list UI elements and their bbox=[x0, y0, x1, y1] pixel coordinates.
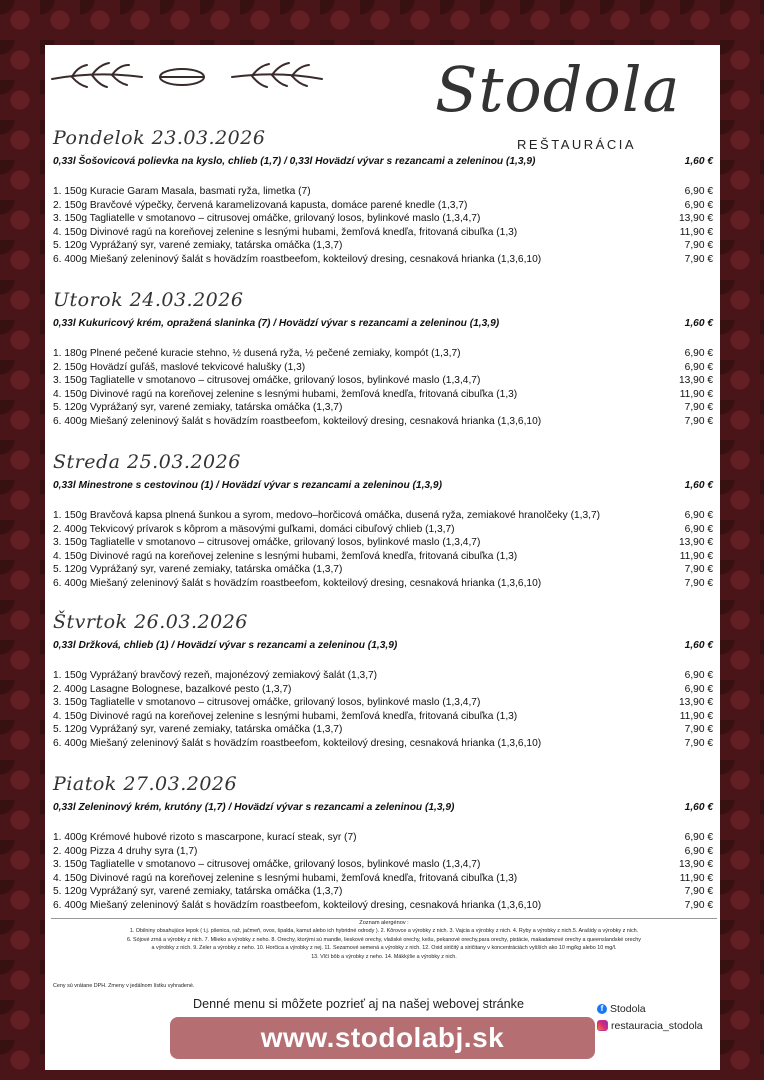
item-price: 6,90 € bbox=[684, 348, 713, 359]
item-name: 4. 150g Divinové ragú na koreňovej zelenine s lesnými hubami, žemľová knedľa, fritovaná cibuľka (1,3) bbox=[53, 388, 518, 400]
item-price: 7,90 € bbox=[684, 899, 713, 911]
website-link[interactable]: www.stodolabj.sk bbox=[170, 1017, 595, 1059]
menu-item bbox=[53, 401, 713, 415]
logo-script: Stodola bbox=[435, 53, 681, 126]
item-name: 1. 180g Plnené pečené kuracie stehno, ½ dusená ryža, ½ pečené zemiaky, kompót (1,3,7) bbox=[53, 348, 461, 359]
menu-sheet bbox=[45, 45, 720, 1070]
item-price: 7,90 € bbox=[684, 240, 713, 252]
item-price: 6,90 € bbox=[684, 683, 713, 695]
item-name: 4. 150g Divinové ragú na koreňovej zelenine s lesnými hubami, žemľová knedľa, fritovaná cibuľka (1,3) bbox=[53, 710, 518, 722]
menu-item bbox=[53, 872, 713, 886]
item-price: 11,90 € bbox=[679, 388, 713, 400]
menu-item bbox=[53, 737, 713, 751]
soup-row bbox=[53, 801, 713, 815]
menu-item bbox=[53, 239, 713, 253]
menu-item bbox=[53, 212, 713, 226]
vat-note: Ceny sú vrátane DPH. Zmeny v jedálnom lístku vyhradené. bbox=[53, 983, 195, 989]
item-name: 5. 120g Vyprážaný syr, varené zemiaky, tatárska omáčka (1,3,7) bbox=[53, 886, 343, 898]
menu-item bbox=[53, 683, 713, 697]
menu-item bbox=[53, 536, 713, 550]
item-price: 6,90 € bbox=[684, 199, 713, 211]
day-block-tuesday bbox=[53, 285, 713, 429]
soup-text: 0,33l Zeleninový krém, krutóny (1,7) / Hovädzí vývar s rezancami a zeleninou (1,3,9) bbox=[53, 802, 455, 813]
allergen-line: 13. Vlčí bôb a výrobky z neho. 14. Mäkkýše a výrobky z nich. bbox=[311, 953, 457, 960]
soup-row bbox=[53, 639, 713, 653]
item-price: 7,90 € bbox=[684, 415, 713, 427]
item-name: 2. 150g Bravčové výpečky, červená karamelizovaná kapusta, domáce parené knedle (1,3,7) bbox=[53, 199, 468, 211]
soup-price: 1,60 € bbox=[684, 640, 713, 651]
item-price: 6,90 € bbox=[684, 186, 713, 197]
day-block-monday bbox=[53, 123, 713, 267]
facebook-link[interactable] bbox=[597, 1000, 703, 1017]
item-name: 3. 150g Tagliatelle v smotanovo – citrusovej omáčke, grilovaný losos, bylinkové maslo (1,3,4,7) bbox=[53, 213, 481, 225]
menu-item bbox=[53, 577, 713, 591]
instagram-label: restauracia_stodola bbox=[611, 1019, 703, 1032]
menu-item bbox=[53, 899, 713, 913]
item-price: 7,90 € bbox=[684, 253, 713, 265]
facebook-label: Stodola bbox=[610, 1002, 646, 1015]
item-price: 6,90 € bbox=[684, 670, 713, 681]
menu-item bbox=[53, 374, 713, 388]
allergen-line: 1. Obilniny obsahujúce lepok ( t.j. pšenica, raž, jačmeň, ovos, špalda, kamut alebo ich hybridné odrody ). 2. Kôrovce a výrobky z nich. 3. Vajcia a výrobky z nich. 4. Ryby a výrobky z nich.5. Arašidy a výrobky z nich. bbox=[129, 928, 639, 935]
item-name: 5. 120g Vyprážaný syr, varené zemiaky, tatárska omáčka (1,3,7) bbox=[53, 402, 343, 414]
item-name: 2. 150g Hovädzí guľáš, maslové tekvicové halušky (1,3) bbox=[53, 361, 306, 373]
menu-item bbox=[53, 710, 713, 724]
item-name: 6. 400g Miešaný zeleninový šalát s hovädzím roastbeefom, kokteilový dresing, cesnaková hrianka (1,3,6,10) bbox=[53, 253, 542, 265]
soup-text: 0,33l Šošovicová polievka na kyslo, chlieb (1,7) / 0,33l Hovädzí vývar s rezancami a zeleninou (1,3,9) bbox=[53, 156, 536, 167]
item-price: 7,90 € bbox=[684, 737, 713, 749]
menu-item bbox=[53, 550, 713, 564]
social-links bbox=[597, 1000, 703, 1034]
logo-subtitle: REŠTAURÁCIA bbox=[517, 137, 636, 152]
item-price: 13,90 € bbox=[679, 375, 713, 387]
item-price: 7,90 € bbox=[684, 402, 713, 414]
menu-item bbox=[53, 253, 713, 267]
day-block-wednesday bbox=[53, 447, 713, 591]
item-name: 3. 150g Tagliatelle v smotanovo – citrusovej omáčke, grilovaný losos, bylinkové maslo (1,3,4,7) bbox=[53, 375, 481, 387]
item-name: 6. 400g Miešaný zeleninový šalát s hovädzím roastbeefom, kokteilový dresing, cesnaková hrianka (1,3,6,10) bbox=[53, 577, 542, 589]
soup-row bbox=[53, 317, 713, 331]
menu-item bbox=[53, 185, 713, 199]
item-name: 2. 400g Lasagne Bolognese, bazalkové pesto (1,3,7) bbox=[53, 683, 292, 695]
menu-item bbox=[53, 845, 713, 859]
menu-item bbox=[53, 669, 713, 683]
item-name: 5. 120g Vyprážaný syr, varené zemiaky, tatárska omáčka (1,3,7) bbox=[53, 240, 343, 252]
item-price: 13,90 € bbox=[679, 697, 713, 709]
item-price: 11,90 € bbox=[679, 872, 713, 884]
instagram-link[interactable] bbox=[597, 1017, 703, 1034]
allergen-list bbox=[51, 918, 717, 961]
menu-item bbox=[53, 226, 713, 240]
soup-text: 0,33l Minestrone s cestovinou (1) / Hovädzí vývar s rezancami a zeleninou (1,3,9) bbox=[53, 480, 442, 491]
soup-price: 1,60 € bbox=[684, 156, 713, 167]
day-title: Štvrtok 26.03.2026 bbox=[53, 611, 248, 633]
item-price: 6,90 € bbox=[684, 510, 713, 521]
soup-price: 1,60 € bbox=[684, 480, 713, 491]
item-price: 11,90 € bbox=[679, 226, 713, 238]
item-price: 6,90 € bbox=[684, 845, 713, 857]
day-block-thursday bbox=[53, 607, 713, 751]
menu-item bbox=[53, 509, 713, 523]
item-name: 5. 120g Vyprážaný syr, varené zemiaky, tatárska omáčka (1,3,7) bbox=[53, 564, 343, 576]
item-name: 1. 150g Bravčová kapsa plnená šunkou a syrom, medovo–horčicová omáčka, dusená ryža, zemiakové hranolčeky (1,3,7) bbox=[53, 510, 601, 521]
soup-row bbox=[53, 155, 713, 169]
day-title: Utorok 24.03.2026 bbox=[53, 289, 244, 311]
item-name: 4. 150g Divinové ragú na koreňovej zelenine s lesnými hubami, žemľová knedľa, fritovaná cibuľka (1,3) bbox=[53, 550, 518, 562]
item-price: 13,90 € bbox=[679, 859, 713, 871]
menu-item bbox=[53, 361, 713, 375]
item-price: 7,90 € bbox=[684, 886, 713, 898]
item-name: 1. 150g Vyprážaný bravčový rezeň, majonézový zemiakový šalát (1,3,7) bbox=[53, 670, 378, 681]
web-note: Denné menu si môžete pozrieť aj na našej webovej stránke bbox=[193, 997, 524, 1011]
day-title: Streda 25.03.2026 bbox=[53, 451, 241, 473]
item-price: 7,90 € bbox=[684, 564, 713, 576]
instagram-icon bbox=[597, 1020, 608, 1031]
menu-item bbox=[53, 696, 713, 710]
soup-price: 1,60 € bbox=[684, 802, 713, 813]
item-price: 7,90 € bbox=[684, 724, 713, 736]
soup-price: 1,60 € bbox=[684, 318, 713, 329]
item-name: 1. 150g Kuracie Garam Masala, basmati ryža, limetka (7) bbox=[53, 186, 311, 197]
menu-item bbox=[53, 723, 713, 737]
item-name: 1. 400g Krémové hubové rizoto s mascarpone, kurací steak, syr (7) bbox=[53, 832, 357, 843]
item-price: 6,90 € bbox=[684, 523, 713, 535]
item-price: 11,90 € bbox=[679, 710, 713, 722]
item-price: 13,90 € bbox=[679, 537, 713, 549]
facebook-icon: f bbox=[597, 1004, 607, 1014]
item-name: 4. 150g Divinové ragú na koreňovej zelenine s lesnými hubami, žemľová knedľa, fritovaná cibuľka (1,3) bbox=[53, 872, 518, 884]
item-price: 7,90 € bbox=[684, 577, 713, 589]
day-block-friday bbox=[53, 769, 713, 913]
menu-item bbox=[53, 885, 713, 899]
allergen-line: a výrobky z nich. 9. Zeler a výrobky z neho. 10. Horčica a výrobky z nej. 11. Sezamové semená a výrobky z nich. 12. Oxid siričitý a siričitany v koncentráciách vyšších ako 10 mg/kg alebo 10 mg/l. bbox=[151, 945, 617, 952]
item-name: 2. 400g Pizza 4 druhy syra (1,7) bbox=[53, 845, 198, 857]
item-price: 11,90 € bbox=[679, 550, 713, 562]
item-name: 6. 400g Miešaný zeleninový šalát s hovädzím roastbeefom, kokteilový dresing, cesnaková hrianka (1,3,6,10) bbox=[53, 899, 542, 911]
day-title: Pondelok 23.03.2026 bbox=[53, 127, 266, 149]
item-name: 2. 400g Tekvicový prívarok s kôprom a mäsovými guľkami, domáci cibuľový chlieb (1,3,7) bbox=[53, 523, 455, 535]
item-price: 13,90 € bbox=[679, 213, 713, 225]
menu-item bbox=[53, 563, 713, 577]
leaf-ornament-icon bbox=[47, 57, 327, 97]
item-name: 3. 150g Tagliatelle v smotanovo – citrusovej omáčke, grilovaný losos, bylinkové maslo (1,3,4,7) bbox=[53, 859, 481, 871]
item-price: 6,90 € bbox=[684, 832, 713, 843]
day-title: Piatok 27.03.2026 bbox=[53, 773, 238, 795]
item-name: 4. 150g Divinové ragú na koreňovej zelenine s lesnými hubami, žemľová knedľa, fritovaná cibuľka (1,3) bbox=[53, 226, 518, 238]
menu-item bbox=[53, 388, 713, 402]
allergen-title: Zoznam alergénov : bbox=[359, 920, 409, 926]
item-name: 6. 400g Miešaný zeleninový šalát s hovädzím roastbeefom, kokteilový dresing, cesnaková hrianka (1,3,6,10) bbox=[53, 737, 542, 749]
allergen-line: 6. Sójové zrná a výrobky z nich. 7. Mlieko a výrobky z neho. 8. Orechy, ktorými sú mandle, lieskové orechy, vlašské orechy, kešu, pekanové orechy,para orechy, pistácie, makadamové orechy a queenslandské orechy bbox=[127, 936, 641, 943]
item-name: 3. 150g Tagliatelle v smotanovo – citrusovej omáčke, grilovaný losos, bylinkové maslo (1,3,4,7) bbox=[53, 697, 481, 709]
item-name: 5. 120g Vyprážaný syr, varené zemiaky, tatárska omáčka (1,3,7) bbox=[53, 724, 343, 736]
menu-item bbox=[53, 415, 713, 429]
item-price: 6,90 € bbox=[684, 361, 713, 373]
soup-text: 0,33l Držková, chlieb (1) / Hovädzí vývar s rezancami a zeleninou (1,3,9) bbox=[53, 640, 398, 651]
item-name: 3. 150g Tagliatelle v smotanovo – citrusovej omáčke, grilovaný losos, bylinkové maslo (1,3,4,7) bbox=[53, 537, 481, 549]
menu-item bbox=[53, 831, 713, 845]
item-name: 6. 400g Miešaný zeleninový šalát s hovädzím roastbeefom, kokteilový dresing, cesnaková hrianka (1,3,6,10) bbox=[53, 415, 542, 427]
soup-row bbox=[53, 479, 713, 493]
menu-item bbox=[53, 199, 713, 213]
soup-text: 0,33l Kukuricový krém, opražená slaninka (7) / Hovädzí vývar s rezancami a zeleninou (1,3,9) bbox=[53, 318, 500, 329]
menu-item bbox=[53, 347, 713, 361]
menu-item bbox=[53, 858, 713, 872]
menu-item bbox=[53, 523, 713, 537]
